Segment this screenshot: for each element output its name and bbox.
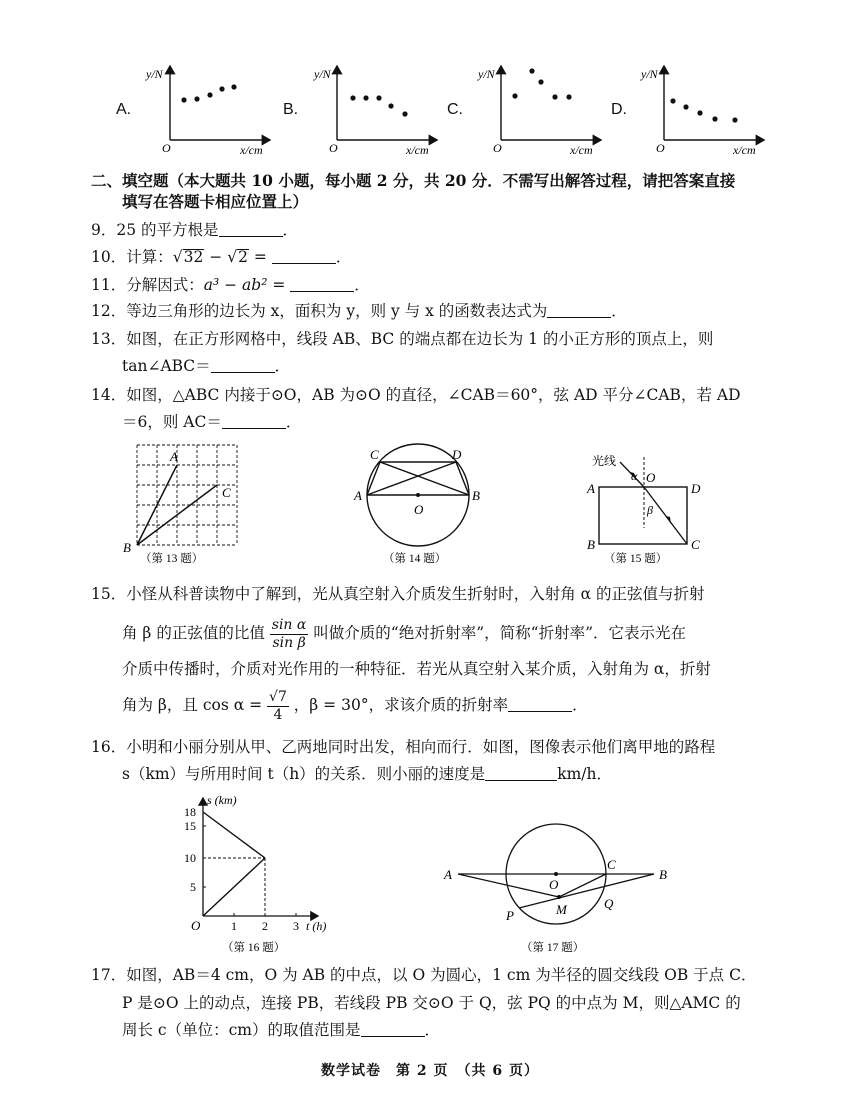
svg-text:B: B bbox=[659, 867, 667, 882]
center-point bbox=[554, 872, 558, 876]
svg-text:x/cm: x/cm bbox=[570, 143, 593, 157]
answer-blank bbox=[485, 766, 557, 781]
svg-text:A: A bbox=[587, 481, 595, 496]
question-17-line3: 周长 c（单位：cm）的取值范围是 ． bbox=[122, 1021, 441, 1039]
option-c-label: C. bbox=[447, 101, 463, 118]
question-14: 14．如图，△ABC 内接于⊙O，AB 为⊙O 的直径，∠CAB＝60°，弦 AD 平分∠CAB，若 AD bbox=[91, 386, 741, 404]
answer-blank bbox=[361, 1022, 425, 1037]
answer-blank bbox=[547, 303, 611, 318]
label-c: C bbox=[222, 485, 231, 500]
data-point bbox=[219, 86, 224, 91]
option-a-label: A. bbox=[116, 101, 132, 118]
data-point bbox=[566, 94, 571, 99]
figure-16 bbox=[203, 798, 318, 916]
svg-text:光线: 光线 bbox=[592, 454, 617, 468]
question-15-line3: 介质中传播时，介质对光作用的一种特征．若光从真空射入某介质，入射角为 α，折射 bbox=[122, 660, 711, 678]
option-b-label: B. bbox=[283, 101, 299, 118]
page-footer: 数学试卷 第 2 页 （共 6 页） bbox=[321, 1063, 539, 1079]
answer-blank bbox=[211, 358, 275, 373]
data-point bbox=[350, 95, 355, 100]
figures-13-15 bbox=[0, 435, 860, 570]
data-point bbox=[670, 98, 675, 103]
answer-blank bbox=[508, 697, 572, 712]
svg-text:P: P bbox=[506, 908, 514, 923]
data-point bbox=[732, 117, 737, 122]
data-point bbox=[363, 95, 368, 100]
svg-text:y/N: y/N bbox=[641, 67, 658, 81]
figure-13-caption: （第 13 题） bbox=[140, 553, 204, 565]
fraction-cos: $\frac{√7}{4}$ bbox=[269, 688, 287, 723]
svg-text:2: 2 bbox=[262, 919, 268, 933]
question-16-cont: s（km）与所用时间 t（h）的关系．则小丽的速度是 km/h． bbox=[122, 765, 612, 783]
question-13-cont: tan∠ABC＝ ． bbox=[122, 357, 291, 375]
data-point bbox=[207, 92, 212, 97]
question-15-line4: 角为 β，且 cos α = $\frac{√7}{4}$ ，β = 30°，求该介质的折射率 ． bbox=[122, 688, 588, 723]
svg-text:3: 3 bbox=[293, 919, 299, 933]
data-point bbox=[194, 96, 199, 101]
center-point bbox=[416, 493, 420, 497]
svg-text:15: 15 bbox=[184, 819, 196, 833]
data-point bbox=[538, 79, 543, 84]
svg-text:1: 1 bbox=[231, 919, 237, 933]
section-heading: 二、填空题（本大题共 10 小题，每小题 2 分，共 20 分．不需写出解答过程，请把答案直接 bbox=[91, 171, 736, 190]
midpoint-m bbox=[557, 895, 561, 899]
svg-text:O: O bbox=[493, 141, 502, 155]
data-point bbox=[697, 110, 702, 115]
svg-text:O: O bbox=[414, 502, 424, 517]
figures-16-17 bbox=[0, 790, 860, 960]
data-point bbox=[181, 97, 186, 102]
svg-text:s (km): s (km) bbox=[207, 793, 237, 807]
graph-option-d bbox=[640, 66, 764, 157]
answer-blank bbox=[222, 414, 286, 429]
graph-option-c bbox=[477, 66, 601, 157]
data-point bbox=[376, 95, 381, 100]
svg-text:A: A bbox=[444, 867, 452, 882]
svg-text:y/N: y/N bbox=[146, 67, 163, 81]
svg-text:C: C bbox=[607, 857, 616, 872]
figure-17-caption: （第 17 题） bbox=[521, 942, 585, 954]
option-graphs bbox=[0, 0, 860, 160]
figure-14-caption: （第 14 题） bbox=[383, 553, 447, 565]
question-17: 17．如图，AB＝4 cm，O 为 AB 的中点，以 O 为圆心，1 cm 为半径的圆交线段 OB 于点 C． bbox=[91, 966, 757, 984]
option-d-label: D. bbox=[611, 101, 627, 118]
svg-text:O: O bbox=[646, 470, 656, 485]
svg-text:β: β bbox=[647, 503, 653, 517]
graph-option-b bbox=[313, 66, 437, 157]
question-15: 15．小怪从科普读物中了解到，光从真空射入介质发生折射时，入射角 α 的正弦值与折射 bbox=[91, 585, 705, 603]
svg-text:α: α bbox=[631, 469, 638, 483]
svg-text:A: A bbox=[354, 488, 362, 503]
data-point bbox=[552, 94, 557, 99]
svg-text:x/cm: x/cm bbox=[240, 143, 263, 157]
svg-text:M: M bbox=[556, 902, 567, 917]
svg-text:O: O bbox=[656, 141, 665, 155]
svg-text:x/cm: x/cm bbox=[406, 143, 429, 157]
data-point bbox=[712, 116, 717, 121]
figure-16-caption: （第 16 题） bbox=[222, 942, 286, 954]
question-10: 10．计算：√32 − √2 = ． bbox=[91, 248, 352, 266]
answer-blank bbox=[290, 277, 354, 292]
fraction-sin: $\frac{\text{sin α}}{\text{sin β}}$ bbox=[271, 616, 307, 651]
svg-text:C: C bbox=[370, 447, 379, 462]
svg-text:y/N: y/N bbox=[314, 67, 331, 81]
label-b: B bbox=[123, 540, 131, 555]
data-point bbox=[529, 68, 534, 73]
answer-blank bbox=[272, 249, 336, 264]
figure-15 bbox=[599, 457, 687, 544]
svg-text:t (h): t (h) bbox=[306, 919, 327, 933]
question-15-line2: 角 β 的正弦值的比值 $\frac{\text{sin α}}{\text{sin β}}$ 叫做介质的“绝对折射率”，简称“折射率”．它表示光在 bbox=[122, 616, 686, 651]
question-12: 12．等边三角形的边长为 x，面积为 y，则 y 与 x 的函数表达式为 ． bbox=[91, 302, 627, 320]
label-a: A bbox=[170, 449, 178, 464]
data-point bbox=[402, 111, 407, 116]
svg-text:O: O bbox=[191, 918, 201, 933]
svg-text:D: D bbox=[452, 447, 462, 462]
data-point bbox=[388, 103, 393, 108]
svg-text:5: 5 bbox=[190, 880, 196, 894]
question-17-line2: P 是⊙O 上的动点，连接 PB，若线段 PB 交⊙O 于 Q，弦 PQ 的中点为 M，则△AMC 的 bbox=[122, 994, 741, 1012]
question-11: 11．分解因式：a³ − ab² = ． bbox=[91, 276, 370, 294]
svg-text:B: B bbox=[587, 537, 595, 552]
question-14-cont: ＝6，则 AC＝ ． bbox=[122, 413, 302, 431]
question-9: 9．25 的平方根是 ． bbox=[91, 221, 299, 239]
question-16: 16．小明和小丽分别从甲、乙两地同时出发，相向而行．如图，图像表示他们离甲地的路程 bbox=[91, 738, 716, 756]
svg-text:x/cm: x/cm bbox=[733, 143, 756, 157]
question-13: 13．如图，在正方形网格中，线段 AB、BC 的端点都在边长为 1 的小正方形的顶点上，则 bbox=[91, 330, 714, 348]
data-point bbox=[512, 93, 517, 98]
section-heading-cont: 填写在答题卡相应位置上） bbox=[122, 192, 309, 211]
svg-text:O: O bbox=[549, 877, 559, 892]
data-point bbox=[683, 104, 688, 109]
svg-text:10: 10 bbox=[184, 851, 196, 865]
svg-text:D: D bbox=[691, 481, 701, 496]
svg-text:B: B bbox=[472, 488, 480, 503]
graph-option-a bbox=[145, 66, 270, 157]
svg-text:Q: Q bbox=[604, 896, 614, 911]
svg-text:O: O bbox=[329, 141, 338, 155]
figure-15-caption: （第 15 题） bbox=[604, 553, 668, 565]
data-point bbox=[231, 84, 236, 89]
svg-text:C: C bbox=[691, 537, 700, 552]
svg-text:18: 18 bbox=[184, 805, 196, 819]
answer-blank bbox=[219, 222, 283, 237]
svg-text:O: O bbox=[162, 141, 171, 155]
svg-text:y/N: y/N bbox=[478, 67, 495, 81]
